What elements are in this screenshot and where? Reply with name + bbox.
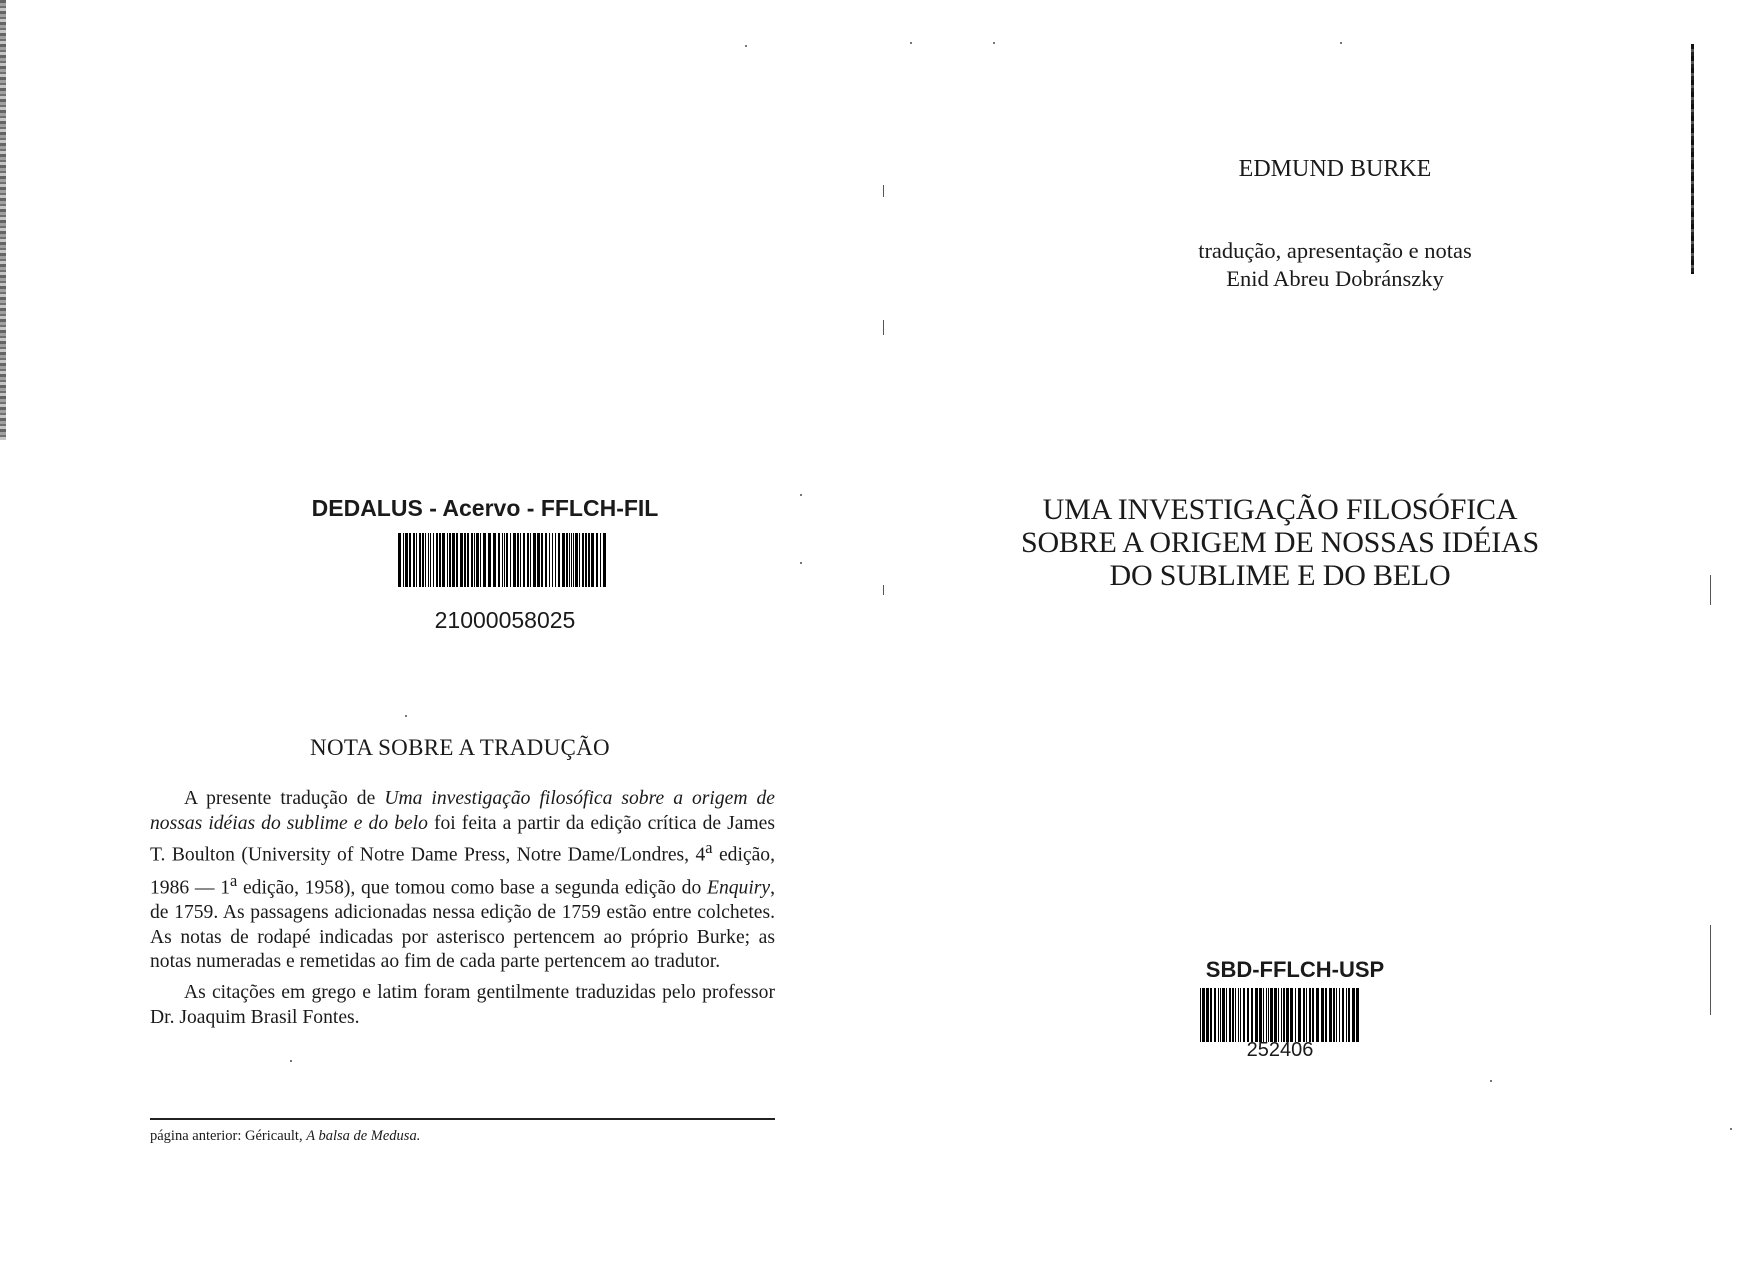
paragraph: As citações em grego e latim foram gentilmente traduzidas pelo professor Dr. Joaquim Brasil Fontes. [150, 981, 775, 1028]
barcode-bar [467, 533, 469, 587]
barcode-bar [537, 533, 540, 587]
barcode-bar [449, 533, 451, 587]
scan-mark [800, 562, 802, 564]
scan-mark [1710, 575, 1711, 605]
barcode-bar [502, 533, 503, 587]
paragraph: A presente tradução de Uma investigação filosófica sobre a origem de nossas idéias do sublime e do belo foi feita a partir da edição crítica de James T. Boulton (University of Notre Dame Press, Notre Dame/Londres, 4$^a$ edição, 1986 — 1$^a$ edição, 1958), que tomou como base a segunda edição do Enquiry, de 1759. As passagens adicionadas nessa edição de 1759 estão entre colchetes. As notas de rodapé indicadas por asterisco pertencem ao próprio Burke; as notas numeradas e remetidas ao fim de cada parte pertencem ao tradutor. [150, 788, 776, 973]
barcode-bar [513, 533, 516, 587]
barcode-bar [464, 533, 466, 587]
scan-mark [745, 45, 747, 47]
library-stamp-label: SBD-FFLCH-USP [1205, 957, 1385, 982]
barcode-bar [506, 533, 508, 587]
scan-mark [800, 494, 802, 496]
barcode-bar [422, 533, 424, 587]
barcode-bar [1222, 988, 1225, 1042]
scan-mark [1490, 1080, 1492, 1082]
barcode-bar [480, 533, 481, 587]
translator-credit [1085, 237, 1585, 293]
footnote: página anterior: Géricault, A balsa de Medusa. [150, 1128, 421, 1144]
barcode-bar [549, 533, 550, 587]
barcode-bar [575, 533, 578, 587]
barcode-number: 252406 [1246, 1039, 1314, 1061]
barcode-bar [555, 533, 556, 587]
barcode-bar [1238, 988, 1239, 1042]
barcode-bar [571, 533, 572, 587]
scan-edge-right [1691, 44, 1694, 274]
barcode-bar [1283, 988, 1285, 1042]
book-title-line: DO SUBLIME E DO BELO [1109, 559, 1451, 592]
barcode [1200, 988, 1362, 1042]
barcode-bar [1255, 988, 1258, 1042]
barcode-bar [1278, 988, 1279, 1042]
barcode-bar [1235, 988, 1236, 1042]
barcode-bar [419, 533, 421, 587]
scan-mark [883, 585, 884, 595]
scan-mark [993, 42, 995, 44]
barcode-bar [1336, 988, 1337, 1042]
scan-edge-left [0, 0, 6, 440]
barcode-bar [1270, 988, 1273, 1042]
barcode-bar [1226, 988, 1227, 1042]
barcode-bar [413, 533, 415, 587]
barcode-bar [1298, 988, 1301, 1042]
barcode-bar [1316, 988, 1319, 1042]
footnote-divider [150, 1118, 775, 1120]
barcode-bar [504, 533, 505, 587]
scan-mark [1730, 1128, 1732, 1130]
barcode-bar [471, 533, 473, 587]
barcode-bar [588, 533, 590, 587]
barcode-bar [545, 533, 547, 587]
barcode-bar [1333, 988, 1335, 1042]
scan-mark [1710, 925, 1711, 1015]
barcode-bar [582, 533, 584, 587]
barcode-bar [1200, 988, 1201, 1042]
barcode-bar [1348, 988, 1350, 1042]
barcode-bar [1339, 988, 1340, 1042]
barcode-bar [1290, 988, 1293, 1042]
barcode-bar [1206, 988, 1209, 1042]
barcode-bar [1259, 988, 1262, 1042]
barcode-bar [1329, 988, 1332, 1042]
barcode-bar [436, 533, 438, 587]
barcode-bar [439, 533, 441, 587]
barcode-bar [600, 533, 601, 587]
barcode-bar [1321, 988, 1324, 1042]
library-stamp-label: DEDALUS - Acervo - FFLCH-FIL [311, 495, 659, 521]
barcode-bar [456, 533, 458, 587]
barcode-bar [585, 533, 587, 587]
barcode-bar [430, 533, 431, 587]
barcode-bar [552, 533, 553, 587]
book-title-line: SOBRE A ORIGEM DE NOSSAS IDÉIAS [1020, 526, 1540, 559]
barcode-bar [558, 533, 560, 587]
barcode-bar [488, 533, 491, 587]
barcode-bar [452, 533, 455, 587]
barcode-bar [433, 533, 434, 587]
barcode-bar [517, 533, 519, 587]
barcode-bar [533, 533, 536, 587]
translator-name: Enid Abreu Dobránszky [1226, 266, 1444, 291]
italic-title: Enquiry [706, 877, 771, 899]
barcode-bar [493, 533, 496, 587]
barcode-number: 21000058025 [434, 607, 576, 633]
barcode-bar [579, 533, 580, 587]
barcode-bar [1266, 988, 1267, 1042]
scan-mark [883, 185, 884, 197]
barcode-bar [541, 533, 543, 587]
barcode-bar [483, 533, 486, 587]
barcode-bar [1247, 988, 1249, 1042]
barcode-bar [1214, 988, 1216, 1042]
barcode-bar [476, 533, 479, 587]
barcode-bar [1210, 988, 1212, 1042]
scan-mark [290, 1060, 292, 1062]
barcode-bar [1309, 988, 1311, 1042]
barcode-bar [1312, 988, 1314, 1042]
barcode-bar [447, 533, 448, 587]
barcode-bar [1342, 988, 1344, 1042]
author-name: EDMUND BURKE [1238, 156, 1432, 182]
barcode-bar [1229, 988, 1231, 1042]
barcode-bar [1251, 988, 1253, 1042]
barcode-bar [403, 533, 404, 587]
barcode-bar [530, 533, 531, 587]
translation-note-body [150, 787, 775, 1030]
barcode-bar [523, 533, 525, 587]
barcode-bar [1220, 988, 1221, 1042]
barcode [398, 533, 608, 587]
barcode-bar [428, 533, 429, 587]
barcode-bar [1352, 988, 1355, 1042]
scan-mark [910, 42, 912, 44]
barcode-bar [1286, 988, 1289, 1042]
barcode-bar [409, 533, 411, 587]
scan-mark [883, 320, 884, 335]
barcode-bar [1202, 988, 1205, 1042]
barcode-bar [1325, 988, 1327, 1042]
barcode-bar [498, 533, 500, 587]
book-title-line: UMA INVESTIGAÇÃO FILOSÓFICA [1042, 493, 1518, 526]
barcode-bar [460, 533, 463, 587]
barcode-bar [1346, 988, 1347, 1042]
barcode-bar [566, 533, 568, 587]
barcode-bar [510, 533, 511, 587]
barcode-bar [398, 533, 401, 587]
barcode-bar [591, 533, 594, 587]
barcode-bar [1232, 988, 1234, 1042]
barcode-bar [1274, 988, 1277, 1042]
section-heading: NOTA SOBRE A TRADUÇÃO [310, 735, 610, 760]
barcode-bar [573, 533, 574, 587]
barcode-bar [1281, 988, 1282, 1042]
scan-mark [1340, 42, 1342, 44]
barcode-bar [596, 533, 598, 587]
barcode-bar [1263, 988, 1264, 1042]
barcode-bar [1356, 988, 1359, 1042]
barcode-bar [1218, 988, 1219, 1042]
barcode-bar [603, 533, 606, 587]
barcode-bar [474, 533, 475, 587]
barcode-bar [425, 533, 426, 587]
barcode-bar [562, 533, 565, 587]
barcode-bar [1306, 988, 1307, 1042]
barcode-bar [520, 533, 521, 587]
barcode-bar [527, 533, 529, 587]
barcode-bar [1240, 988, 1241, 1042]
barcode-bar [1268, 988, 1269, 1042]
barcode-bar [416, 533, 417, 587]
barcode-bar [442, 533, 445, 587]
barcode-bar [1295, 988, 1296, 1042]
scan-mark [405, 715, 407, 717]
book-title [960, 493, 1600, 592]
italic-title: Uma investigação filosófica sobre a origem de nossas idéias do sublime e do belo [150, 788, 776, 834]
credit-role: tradução, apresentação e notas [1198, 238, 1472, 263]
barcode-bar [1243, 988, 1245, 1042]
barcode-bar [1303, 988, 1305, 1042]
barcode-bar [405, 533, 408, 587]
barcode-bar [569, 533, 570, 587]
